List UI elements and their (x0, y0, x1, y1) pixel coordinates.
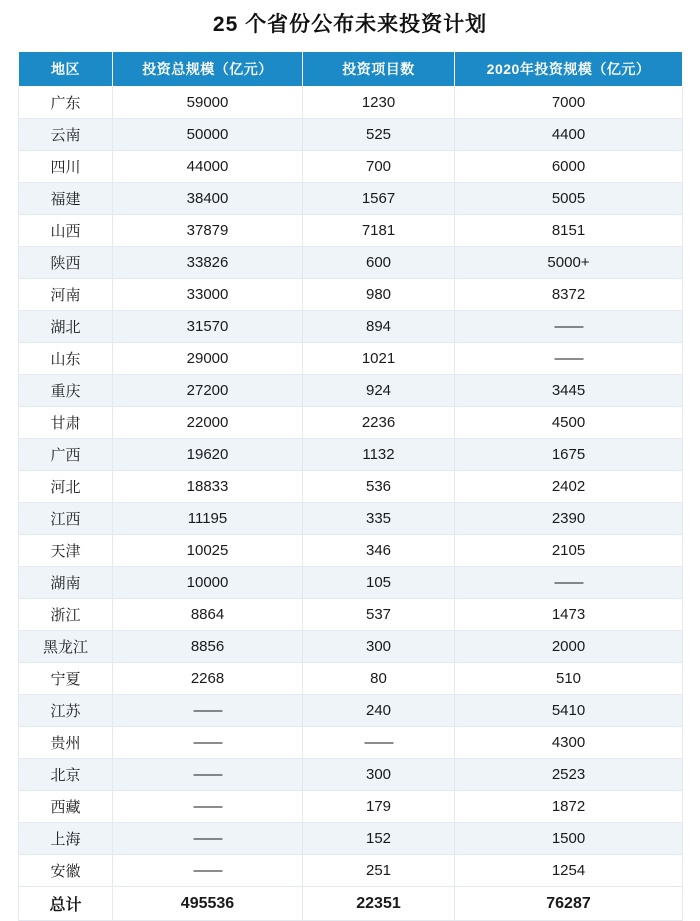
cell-2020-investment: 8151 (455, 215, 683, 247)
cell-2020-investment: 2390 (455, 503, 683, 535)
cell-region: 四川 (19, 151, 113, 183)
cell-region: 江西 (19, 503, 113, 535)
column-header-total-investment: 投资总规模（亿元） (113, 52, 303, 87)
cell-region: 宁夏 (19, 663, 113, 695)
cell-project-count: 346 (303, 535, 455, 567)
cell-total-investment: 2268 (113, 663, 303, 695)
cell-project-count: 80 (303, 663, 455, 695)
cell-project-count: 894 (303, 311, 455, 343)
cell-region: 福建 (19, 183, 113, 215)
cell-region: 西藏 (19, 791, 113, 823)
cell-project-count: 1230 (303, 87, 455, 119)
cell-project-count: 300 (303, 631, 455, 663)
cell-2020-investment: 4400 (455, 119, 683, 151)
cell-region: 北京 (19, 759, 113, 791)
cell-project-count: 536 (303, 471, 455, 503)
cell-project-count: 251 (303, 855, 455, 887)
table-row (19, 759, 683, 791)
cell-total-label: 总计 (19, 887, 113, 921)
cell-2020-investment: —— (455, 343, 683, 375)
cell-2020-investment: 7000 (455, 87, 683, 119)
cell-2020-investment: 5005 (455, 183, 683, 215)
table-row (19, 87, 683, 119)
cell-total-investment: 22000 (113, 407, 303, 439)
table-row (19, 119, 683, 151)
cell-project-count: 105 (303, 567, 455, 599)
cell-project-count: 240 (303, 695, 455, 727)
cell-total-investment: 10025 (113, 535, 303, 567)
cell-project-count: 537 (303, 599, 455, 631)
table-row (19, 855, 683, 887)
investment-plan-table (18, 51, 683, 921)
table-row (19, 503, 683, 535)
cell-project-count: 179 (303, 791, 455, 823)
cell-2020-investment: 76287 (455, 887, 683, 921)
cell-project-count: 980 (303, 279, 455, 311)
column-header-project-count: 投资项目数 (303, 52, 455, 87)
cell-total-investment: —— (113, 759, 303, 791)
cell-region: 黑龙江 (19, 631, 113, 663)
cell-region: 河北 (19, 471, 113, 503)
table-body (19, 87, 683, 921)
cell-2020-investment: 5000+ (455, 247, 683, 279)
cell-total-investment: 19620 (113, 439, 303, 471)
cell-total-investment: 11195 (113, 503, 303, 535)
cell-total-investment: 29000 (113, 343, 303, 375)
column-header-region: 地区 (19, 52, 113, 87)
cell-total-investment: 33826 (113, 247, 303, 279)
table-row (19, 791, 683, 823)
table-row (19, 631, 683, 663)
table-row (19, 599, 683, 631)
cell-project-count: 1132 (303, 439, 455, 471)
cell-region: 广东 (19, 87, 113, 119)
cell-2020-investment: 2000 (455, 631, 683, 663)
cell-total-investment: 27200 (113, 375, 303, 407)
cell-total-investment: —— (113, 791, 303, 823)
cell-project-count: 700 (303, 151, 455, 183)
table-row (19, 663, 683, 695)
cell-project-count: 600 (303, 247, 455, 279)
cell-2020-investment: 510 (455, 663, 683, 695)
cell-total-investment: 50000 (113, 119, 303, 151)
cell-2020-investment: 5410 (455, 695, 683, 727)
cell-region: 上海 (19, 823, 113, 855)
cell-total-investment: 18833 (113, 471, 303, 503)
cell-project-count: —— (303, 727, 455, 759)
cell-2020-investment: 2523 (455, 759, 683, 791)
cell-project-count: 525 (303, 119, 455, 151)
cell-total-investment: 8864 (113, 599, 303, 631)
cell-project-count: 924 (303, 375, 455, 407)
cell-region: 重庆 (19, 375, 113, 407)
cell-2020-investment: 1872 (455, 791, 683, 823)
table-row (19, 375, 683, 407)
cell-project-count: 1567 (303, 183, 455, 215)
cell-total-investment: 37879 (113, 215, 303, 247)
column-header-2020-investment: 2020年投资规模（亿元） (455, 52, 683, 87)
table-header (19, 52, 683, 87)
cell-total-investment: 495536 (113, 887, 303, 921)
table-row (19, 439, 683, 471)
cell-project-count: 7181 (303, 215, 455, 247)
cell-2020-investment: 1675 (455, 439, 683, 471)
cell-project-count: 335 (303, 503, 455, 535)
cell-2020-investment: 8372 (455, 279, 683, 311)
table-row (19, 567, 683, 599)
cell-total-investment: 10000 (113, 567, 303, 599)
cell-total-investment: 8856 (113, 631, 303, 663)
table-row (19, 311, 683, 343)
cell-2020-investment: 2105 (455, 535, 683, 567)
table-total-row (19, 887, 683, 921)
table-row (19, 215, 683, 247)
cell-2020-investment: 4300 (455, 727, 683, 759)
cell-2020-investment: —— (455, 311, 683, 343)
cell-total-investment: —— (113, 695, 303, 727)
table-header-row (19, 52, 683, 87)
cell-region: 云南 (19, 119, 113, 151)
cell-2020-investment: —— (455, 567, 683, 599)
cell-region: 甘肃 (19, 407, 113, 439)
cell-region: 安徽 (19, 855, 113, 887)
table-row (19, 695, 683, 727)
cell-2020-investment: 3445 (455, 375, 683, 407)
cell-region: 天津 (19, 535, 113, 567)
cell-region: 广西 (19, 439, 113, 471)
cell-2020-investment: 1473 (455, 599, 683, 631)
table-row (19, 727, 683, 759)
cell-total-investment: 33000 (113, 279, 303, 311)
cell-total-investment: 31570 (113, 311, 303, 343)
cell-2020-investment: 1254 (455, 855, 683, 887)
cell-region: 山东 (19, 343, 113, 375)
cell-2020-investment: 4500 (455, 407, 683, 439)
cell-region: 山西 (19, 215, 113, 247)
cell-2020-investment: 6000 (455, 151, 683, 183)
cell-region: 浙江 (19, 599, 113, 631)
cell-project-count: 1021 (303, 343, 455, 375)
table-row (19, 279, 683, 311)
table-row (19, 247, 683, 279)
cell-project-count: 152 (303, 823, 455, 855)
table-row (19, 823, 683, 855)
cell-2020-investment: 2402 (455, 471, 683, 503)
cell-region: 贵州 (19, 727, 113, 759)
table-row (19, 535, 683, 567)
table-row (19, 407, 683, 439)
cell-total-investment: —— (113, 727, 303, 759)
cell-region: 湖南 (19, 567, 113, 599)
cell-2020-investment: 1500 (455, 823, 683, 855)
cell-total-investment: —— (113, 855, 303, 887)
cell-total-investment: —— (113, 823, 303, 855)
cell-project-count: 22351 (303, 887, 455, 921)
table-row (19, 471, 683, 503)
cell-total-investment: 44000 (113, 151, 303, 183)
cell-region: 河南 (19, 279, 113, 311)
table-row (19, 343, 683, 375)
cell-total-investment: 38400 (113, 183, 303, 215)
table-row (19, 183, 683, 215)
cell-project-count: 300 (303, 759, 455, 791)
table-row (19, 151, 683, 183)
cell-total-investment: 59000 (113, 87, 303, 119)
cell-region: 湖北 (19, 311, 113, 343)
cell-region: 江苏 (19, 695, 113, 727)
cell-project-count: 2236 (303, 407, 455, 439)
page-title: 25 个省份公布未来投资计划 (212, 13, 488, 36)
cell-region: 陕西 (19, 247, 113, 279)
